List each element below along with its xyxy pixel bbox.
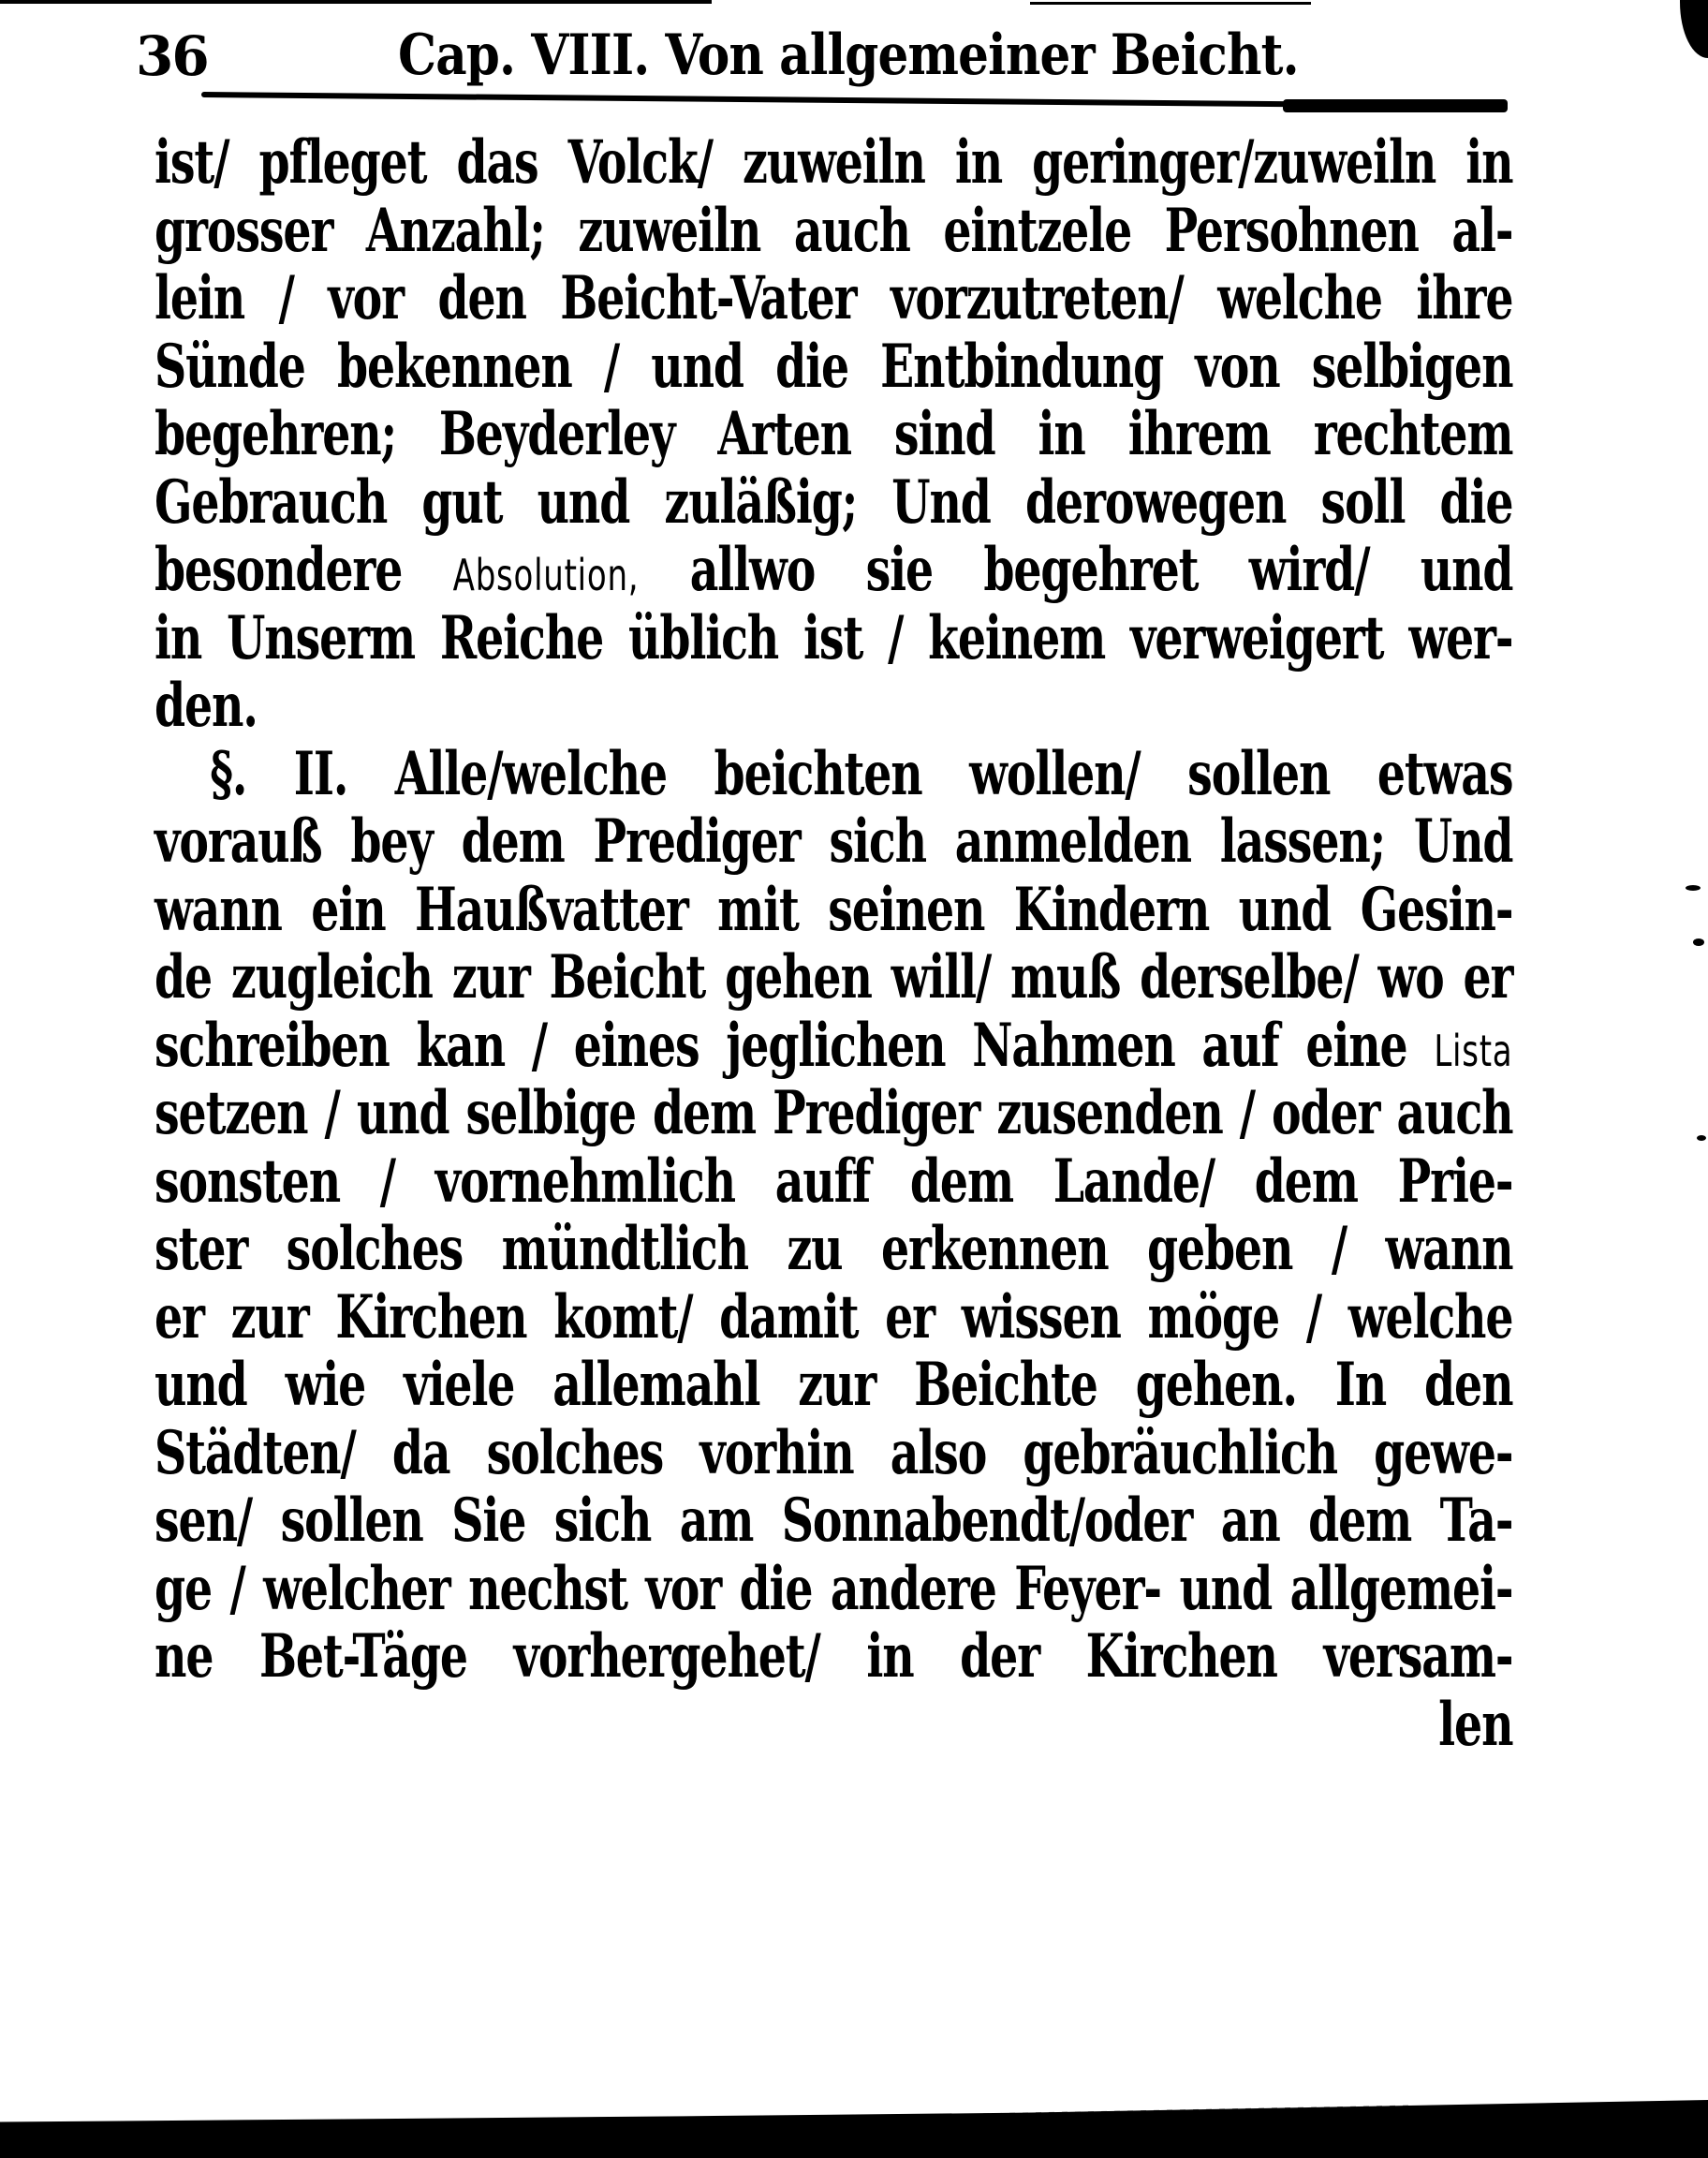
page-header bbox=[136, 21, 1503, 96]
text-line: Gebrauch gut und zuläßig; Und derowegen soll die bbox=[155, 466, 1513, 538]
text-line-mixed bbox=[155, 1012, 1512, 1081]
text-line: setzen / und selbige dem Prediger zusenden / oder auch bbox=[155, 1078, 1513, 1148]
text-line: Städten/ da solches vorhin also gebräuchlich gewe- bbox=[155, 1417, 1513, 1488]
text-line: lein / vor den Beicht-Vater vorzutreten/ welche ihre bbox=[155, 263, 1513, 333]
text-line: und wie viele allemahl zur Beichte gehen. In den bbox=[155, 1350, 1513, 1420]
text-fragment: besondere bbox=[155, 535, 403, 605]
text-line: ge / welcher nechst vor die andere Feyer- und allgemei- bbox=[155, 1553, 1513, 1624]
text-line: begehren; Beyderley Arten sind in ihrem rechtem bbox=[155, 399, 1513, 469]
section-heading-line: §. II. Alle/welche beichten wollen/ sollen etwas bbox=[210, 738, 1513, 809]
latin-term-lista: Lista bbox=[1434, 1025, 1513, 1076]
text-line: Sünde bekennen / und die Entbindung von selbigen bbox=[155, 331, 1513, 402]
text-line-paragraph-end: den. bbox=[155, 671, 258, 741]
body-text bbox=[155, 129, 1512, 1759]
scan-speck bbox=[1693, 939, 1704, 946]
text-line: ster solches mündtlich zu erkennen geben / wann bbox=[155, 1214, 1513, 1284]
scan-edge-mark-top bbox=[0, 0, 712, 4]
scan-edge-shadow-bottom bbox=[0, 2100, 1708, 2158]
header-rule-ornament bbox=[1283, 99, 1508, 112]
text-line: sonsten / vornehmlich auff dem Lande/ dem Prie- bbox=[155, 1146, 1513, 1217]
text-fragment: schreiben kan / eines jeglichen Nahmen auf eine bbox=[155, 1010, 1407, 1081]
scan-edge-mark-top-right bbox=[1030, 2, 1311, 5]
text-line-mixed bbox=[155, 537, 1512, 605]
text-line: ist/ pfleget das Volck/ zuweiln in geringer/zuweiln in bbox=[155, 127, 1513, 198]
text-line: wann ein Haußvatter mit seinen Kindern und Gesin- bbox=[155, 874, 1513, 945]
latin-term-absolution: Absolution, bbox=[452, 550, 640, 600]
text-line: ne Bet-Täge vorhergehet/ in der Kirchen versam- bbox=[155, 1621, 1513, 1692]
scan-speck bbox=[1697, 1135, 1706, 1141]
scan-edge-shadow-right bbox=[1680, 0, 1708, 58]
text-line: sen/ sollen Sie sich am Sonnabendt/oder an dem Ta- bbox=[155, 1485, 1513, 1556]
text-line: er zur Kirchen komt/ damit er wissen möge / welche bbox=[155, 1281, 1513, 1352]
running-head-title: Cap. VIII. Von allgemeiner Beicht. bbox=[398, 22, 1299, 88]
scan-speck bbox=[1686, 885, 1701, 891]
text-line: de zugleich zur Beicht gehen will/ muß derselbe/ wo er bbox=[155, 942, 1513, 1012]
text-line: vorauß bey dem Prediger sich anmelden lassen; Und bbox=[155, 806, 1513, 877]
text-fragment: allwo sie begehret wird/ und bbox=[689, 535, 1513, 605]
page-number: 36 bbox=[136, 24, 208, 88]
text-line: grosser Anzahl; zuweiln auch eintzele Persohnen al- bbox=[155, 195, 1513, 266]
catchword: len bbox=[1438, 1689, 1513, 1760]
text-line: in Unserm Reiche üblich ist / keinem verweigert wer- bbox=[155, 602, 1513, 673]
